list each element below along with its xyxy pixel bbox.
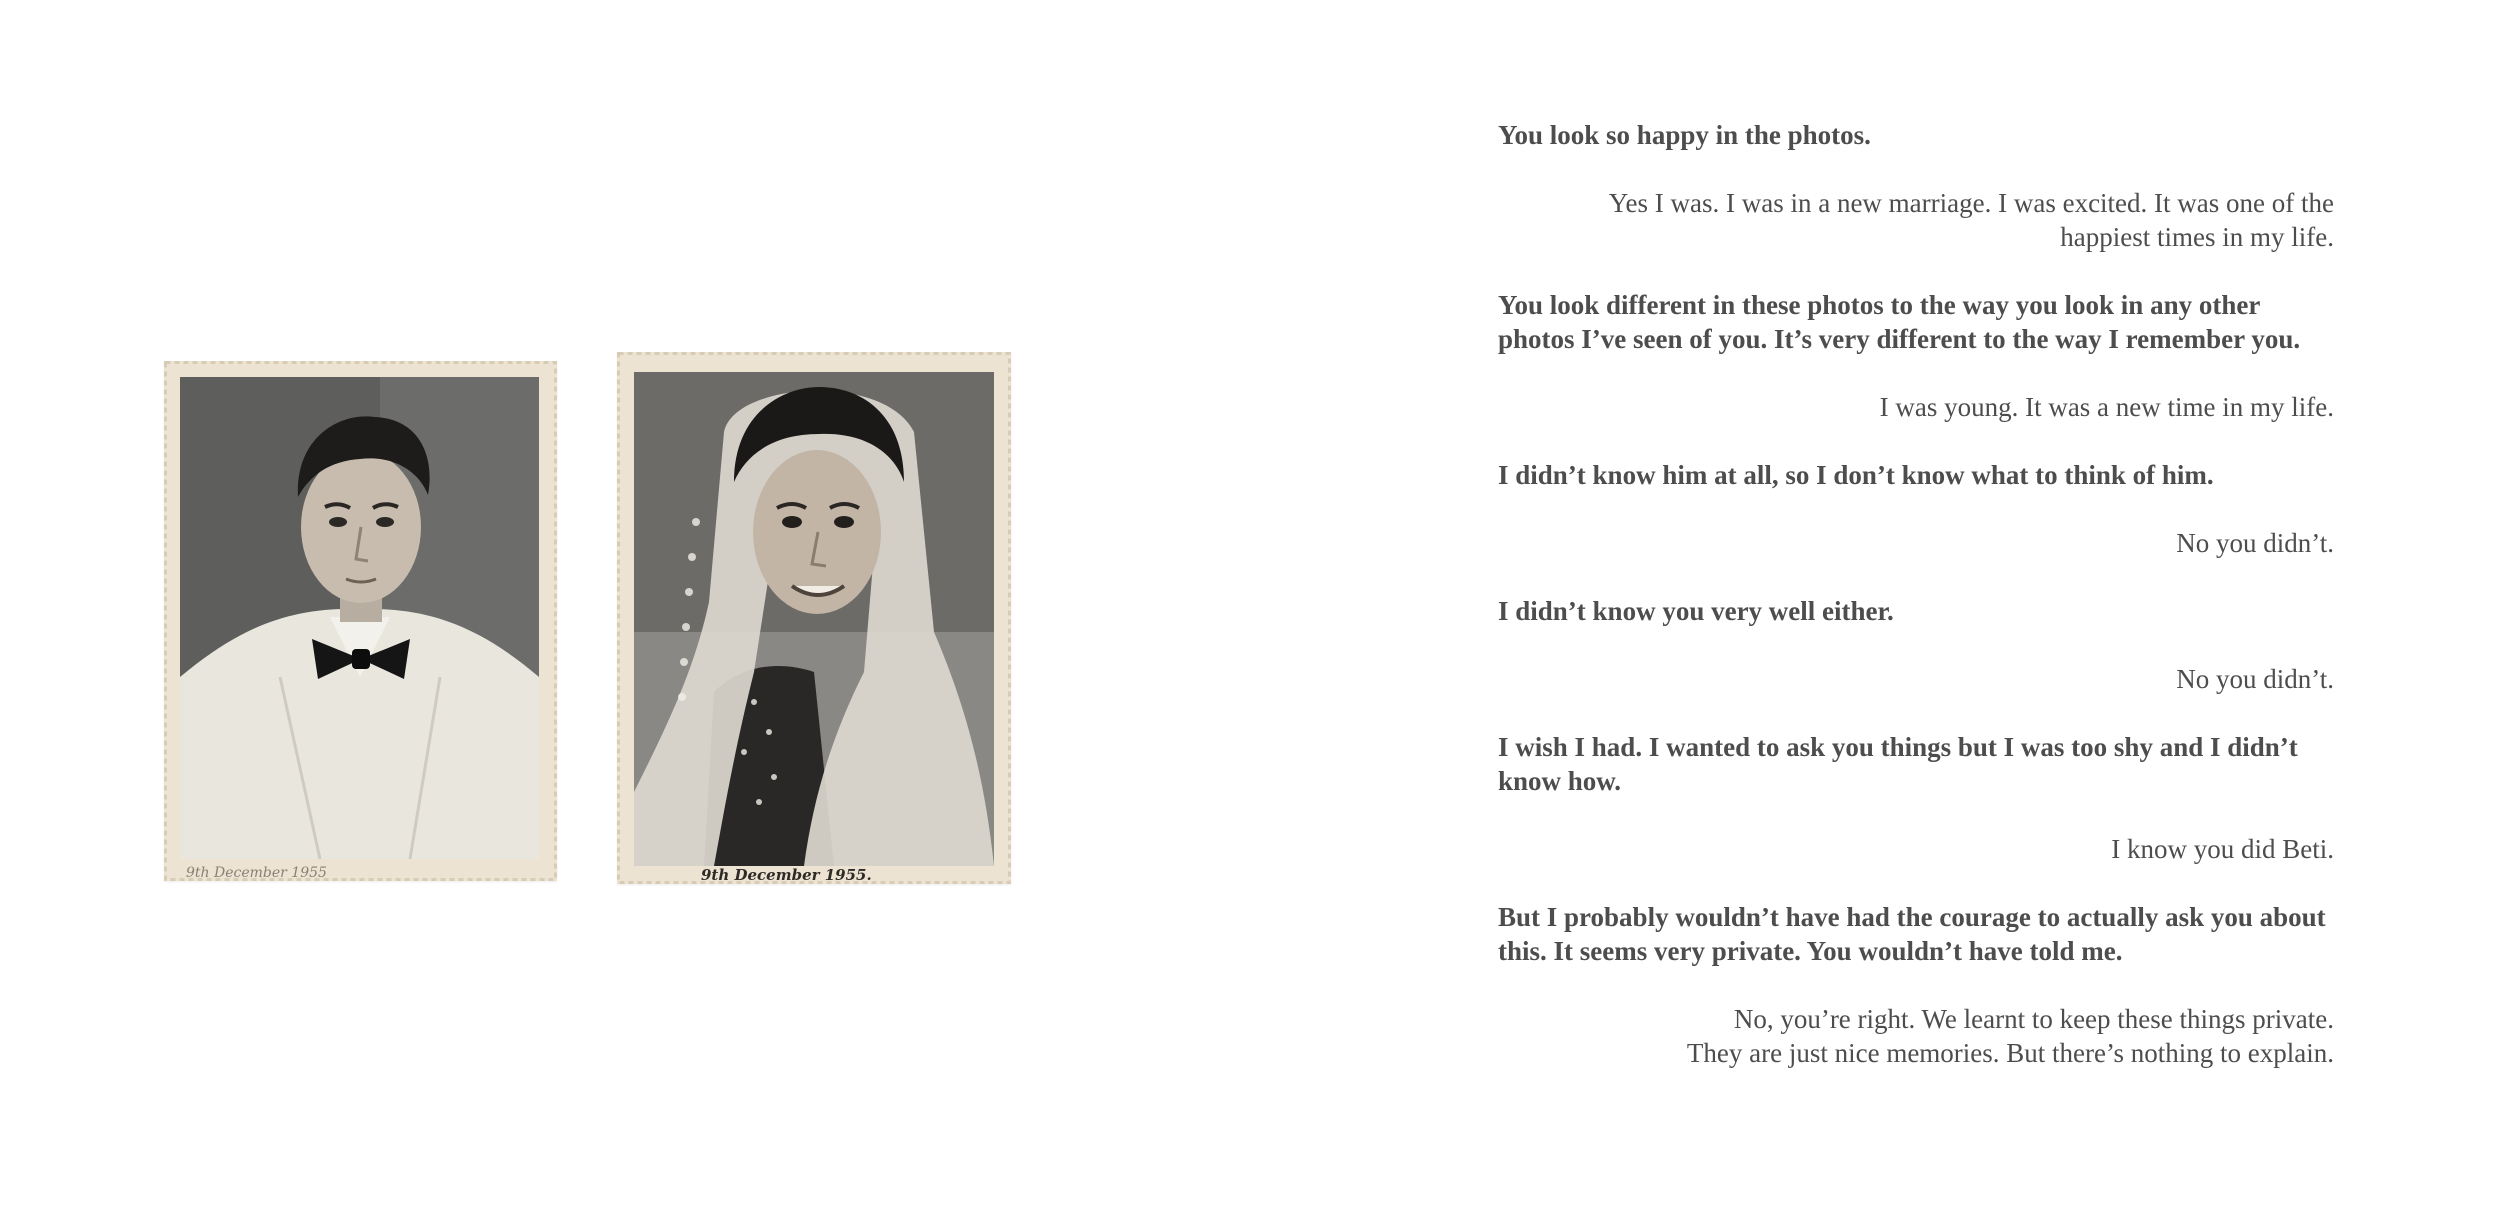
- dialogue-line: Yes I was. I was in a new marriage. I was excited. It was one of the: [1608, 188, 2334, 218]
- dialogue-answer: [1498, 1002, 2334, 1070]
- portrait-photo-woman: [617, 352, 1011, 884]
- deckle-edge-border: [617, 352, 1011, 884]
- dialogue-line: They are just nice memories. But there’s nothing to explain.: [1686, 1038, 2334, 1068]
- dialogue-answer: [1498, 390, 2334, 424]
- dialogue-line: But I probably wouldn’t have had the courage to actually ask you about: [1498, 902, 2326, 932]
- dialogue-answer: [1498, 832, 2334, 866]
- dialogue-line: happiest times in my life.: [2060, 222, 2334, 252]
- dialogue-question: [1498, 458, 2334, 492]
- dialogue-line: No you didn’t.: [2176, 528, 2334, 558]
- dialogue-question: [1498, 594, 2334, 628]
- dialogue-line: I was young. It was a new time in my life.: [1879, 392, 2334, 422]
- portrait-photo-man: [164, 361, 557, 881]
- dialogue-line: You look different in these photos to the way you look in any other: [1498, 290, 2261, 320]
- dialogue-line: this. It seems very private. You wouldn’t have told me.: [1498, 936, 2123, 966]
- dialogue-line: photos I’ve seen of you. It’s very different to the way I remember you.: [1498, 324, 2301, 354]
- dialogue-question: [1498, 288, 2334, 356]
- dialogue-line: I didn’t know him at all, so I don’t know what to think of him.: [1498, 460, 2214, 490]
- dialogue-line: know how.: [1498, 766, 1622, 796]
- dialogue-question: [1498, 900, 2334, 968]
- dialogue-line: No, you’re right. We learnt to keep these things private.: [1733, 1004, 2334, 1034]
- photo-caption-man: 9th December 1955: [186, 865, 327, 881]
- dialogue-text-block: [1498, 118, 2334, 1104]
- dialogue-question: [1498, 730, 2334, 798]
- dialogue-line: You look so happy in the photos.: [1498, 120, 1871, 150]
- dialogue-line: I know you did Beti.: [2111, 834, 2334, 864]
- dialogue-line: I didn’t know you very well either.: [1498, 596, 1894, 626]
- dialogue-question: [1498, 118, 2334, 152]
- dialogue-line: I wish I had. I wanted to ask you things but I was too shy and I didn’t: [1498, 732, 2298, 762]
- dialogue-answer: [1498, 186, 2334, 254]
- deckle-edge-border: [164, 361, 557, 881]
- photo-caption-woman: 9th December 1955.: [701, 866, 872, 884]
- dialogue-line: No you didn’t.: [2176, 664, 2334, 694]
- dialogue-answer: [1498, 526, 2334, 560]
- dialogue-answer: [1498, 662, 2334, 696]
